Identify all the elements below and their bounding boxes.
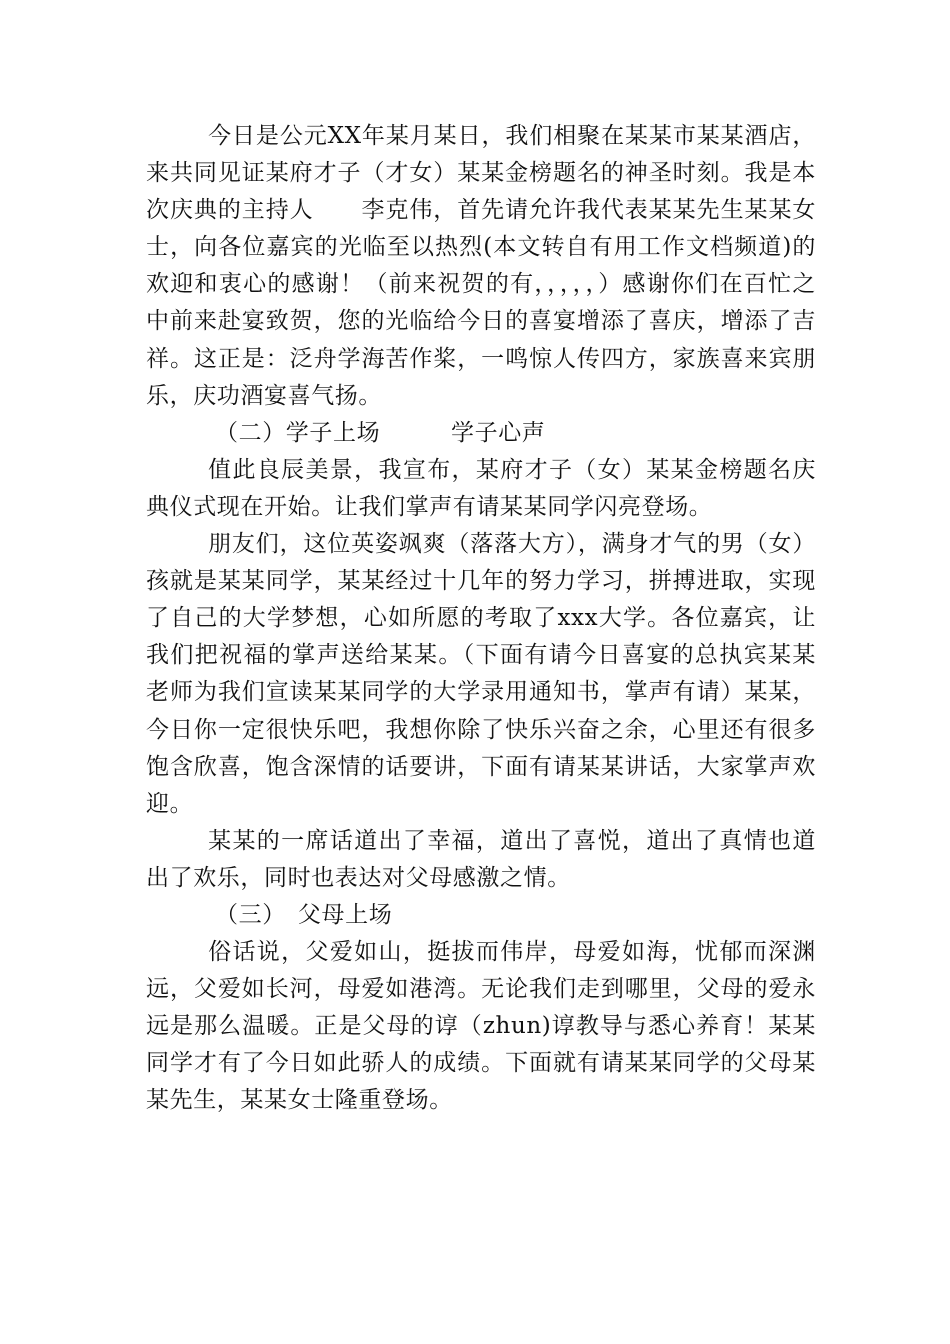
section-heading-parents: （三） 父母上场	[215, 901, 393, 928]
paragraph-announcement: 值此良辰美景，我宣布，某府才子（女）某某金榜题名庆典仪式现在开始。让我们掌声有请某某同学闪亮登场。	[146, 456, 816, 520]
paragraph-parents: 俗话说，父爱如山，挺拔而伟岸，母爱如海，忧郁而深渊远，父爱如长河，母爱如港湾。无论我们走到哪里，父母的爱永远是那么温暖。正是父母的谆（zhun)谆教导与悉心养育！某某 同学才有了今日如此骄人的成绩。下面就有请某某同学的父母某某先生，某某女士隆重登场。	[146, 939, 816, 1114]
paragraph-opening: 今日是公元XX年某月某日，我们相聚在某某市某某酒店，来共同见证某府才子（才女）某某金榜题名的神圣时刻。我是本次庆典的主持人 李克伟，首先请允许我代表某某先生某某女士，向各位嘉宾的光临至以热烈(本文转自有用工作文档频道)的欢迎和衷心的感谢！（前来祝贺的有，，，，，）感谢你们在百忙之中前来赴宴致贺，您的光临给今日的喜宴增添了喜庆，增添了吉祥。这正是：泛舟学海苦作桨，一鸣惊人传四方，家族喜来宾朋乐，庆功酒宴喜气扬。	[146, 123, 816, 409]
section-heading-student: （二）学子上场 学子心声	[215, 419, 546, 446]
paragraph-student-speech: 某某的一席话道出了幸福，道出了喜悦，道出了真情也道出了欢乐，同时也表达对父母感激之情。	[146, 827, 816, 891]
document-body	[146, 118, 816, 1120]
paragraph-student-intro: 朋友们，这位英姿飒爽（落落大方），满身才气的男（女）孩就是某某同学，某某经过十几年的努力学习，拼搏进取，实现了自己的大学梦想，心如所愿的考取了xxx大学。各位嘉宾，让我们把祝福的掌声送给某某。（下面有请今日喜宴的总执宾某某老师为我们宣读某某同学的大学录用通知书，掌声有请）某某，今日你一定很快乐吧，我想你除了快乐兴奋之余，心里还有很多饱含欣喜，饱含深情的话要讲，下面有请某某讲话，大家掌声欢迎。	[146, 531, 816, 817]
